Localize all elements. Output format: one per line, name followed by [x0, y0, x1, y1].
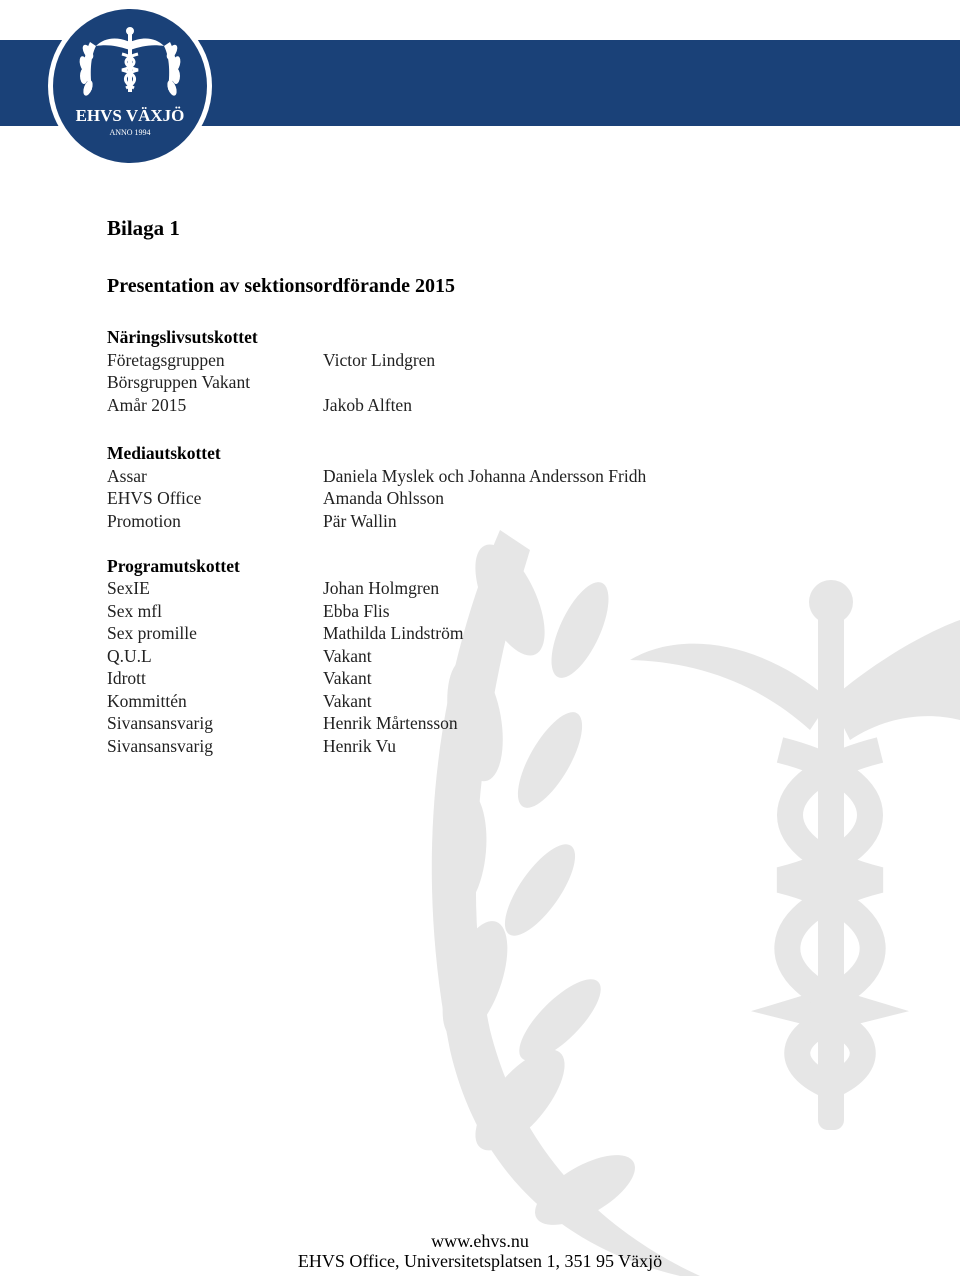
- role-label: Promotion: [107, 511, 181, 531]
- role-label: Kommittén: [107, 691, 187, 711]
- person-name: Pär Wallin: [323, 511, 397, 531]
- role-label: Amår 2015: [107, 395, 187, 415]
- section-heading: Mediautskottet: [107, 443, 221, 463]
- person-name: Vakant: [323, 646, 372, 666]
- person-name: Henrik Vu: [323, 736, 396, 756]
- person-name: Henrik Mårtensson: [323, 713, 458, 733]
- section-heading: Näringslivsutskottet: [107, 327, 258, 347]
- logo-text: EHVS VÄXJÖ: [75, 106, 185, 125]
- role-label: Sivansansvarig: [107, 713, 213, 733]
- footer-address: EHVS Office, Universitetsplatsen 1, 351 95 Växjö: [297, 1251, 663, 1271]
- role-label: Börsgruppen Vakant: [107, 372, 251, 392]
- person-name: Johan Holmgren: [323, 578, 440, 598]
- role-label: Sex promille: [107, 623, 197, 643]
- person-name: Mathilda Lindström: [323, 623, 464, 643]
- person-name: Ebba Flis: [323, 601, 390, 621]
- role-label: Sex mfl: [107, 601, 162, 621]
- page-title: Bilaga 1: [107, 216, 180, 240]
- person-name: Victor Lindgren: [323, 350, 436, 370]
- role-label: Företagsgruppen: [107, 350, 225, 370]
- page-subtitle: Presentation av sektionsordförande 2015: [107, 275, 455, 297]
- logo-subtext: ANNO 1994: [109, 128, 151, 137]
- person-name: Vakant: [323, 691, 372, 711]
- role-label: EHVS Office: [107, 488, 202, 508]
- role-label: Idrott: [107, 668, 146, 688]
- person-name: Daniela Myslek och Johanna Andersson Fridh: [323, 466, 647, 486]
- person-name: Amanda Ohlsson: [323, 488, 445, 508]
- role-label: SexIE: [107, 578, 150, 598]
- role-label: Assar: [107, 466, 147, 486]
- section-heading: Programutskottet: [107, 556, 240, 576]
- person-name: Jakob Alften: [323, 395, 412, 415]
- footer-url[interactable]: www.ehvs.nu: [431, 1231, 529, 1251]
- role-label: Q.U.L: [107, 646, 152, 666]
- role-label: Sivansansvarig: [107, 736, 213, 756]
- person-name: Vakant: [323, 668, 372, 688]
